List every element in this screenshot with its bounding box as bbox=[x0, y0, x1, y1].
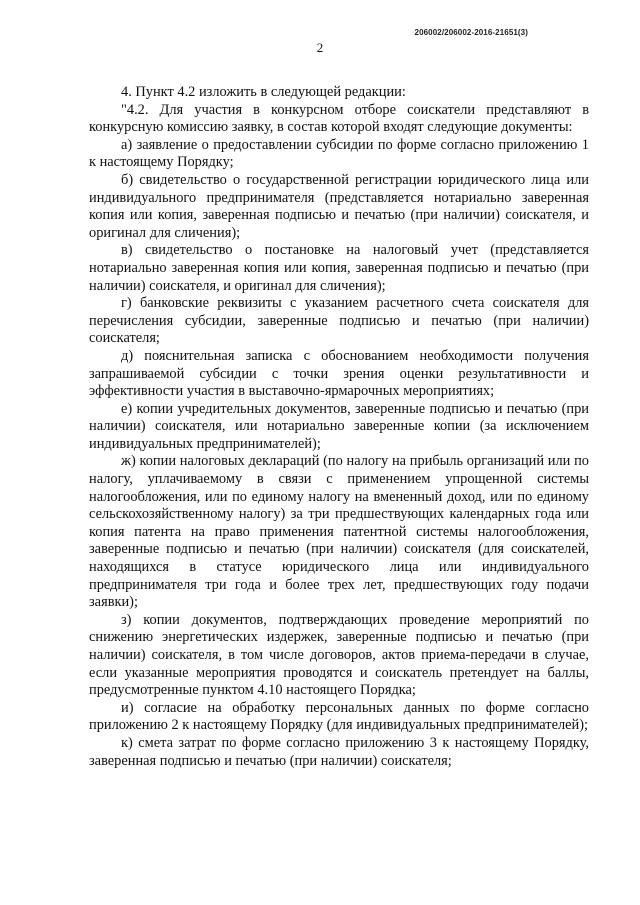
document-body bbox=[89, 84, 589, 770]
paragraph-item-e: е) копии учредительных документов, заверенные подписью и печатью (при наличии) соискателя, или нотариально заверенные копии (за исключением индивидуальных предпринимателей); bbox=[89, 400, 589, 452]
paragraph-item-k: к) смета затрат по форме согласно приложению 3 к настоящему Порядку, заверенная подписью и печатью (при наличии) соискателя; bbox=[89, 734, 589, 769]
paragraph-item-z: з) копии документов, подтверждающих проведение мероприятий по снижению энергетических издержек, заверенные подписью и печатью (при наличии) соискателя, в том числе договоров, актов приема-передачи в случае, если указанные мероприятия проводятся и соискатель претендует на баллы, предусмотренные пунктом 4.10 настоящего Порядка; bbox=[89, 611, 589, 699]
paragraph-item-d: д) пояснительная записка с обоснованием необходимости получения запрашиваемой субсидии с точки зрения оценки результативности и эффективности участия в выставочно-ярмарочных мероприятиях; bbox=[89, 347, 589, 400]
paragraph-item-zh: ж) копии налоговых деклараций (по налогу на прибыль организаций или по налогу, уплачиваемому в связи с применением упрощенной системы налогообложения, или по единому налогу на вмененный доход, или по единому сельскохозяйственному налогу) за три предшествующих календарных года или копия патента на право применения патентной системы налогообложения, заверенные подписью и печатью (при наличии) соискателя (для соискателей, находящихся в статусе юридического лица или индивидуального предпринимателя три года и более трех лет, предшествующих году подачи заявки); bbox=[89, 453, 589, 611]
document-id: 206002/206002-2016-21651(3) bbox=[414, 28, 528, 37]
paragraph-item-g: г) банковские реквизиты с указанием расчетного счета соискателя для перечисления субсидии, заверенные подписью и печатью (при наличии) соискателя; bbox=[89, 295, 589, 347]
paragraph-item-b: б) свидетельство о государственной регистрации юридического лица или индивидуального предпринимателя (представляется нотариально заверенная копия или копия, заверенная подписью и печатью (при наличии) соискателя, и оригинал для сличения); bbox=[89, 171, 589, 241]
paragraph-item-a: а) заявление о предоставлении субсидии по форме согласно приложению 1 к настоящему Порядку; bbox=[89, 136, 589, 171]
section-heading: 4. Пункт 4.2 изложить в следующей редакции: bbox=[121, 84, 406, 100]
paragraph-item-i: и) согласие на обработку персональных данных по форме согласно приложению 2 к настоящему Порядку (для индивидуальных предпринимателей); bbox=[89, 699, 589, 734]
page-number: 2 bbox=[316, 40, 324, 55]
paragraph-intro: "4.2. Для участия в конкурсном отборе соискатели представляют в конкурсную комиссию заявку, в состав которой входят следующие документы: bbox=[89, 101, 589, 136]
paragraph-item-v: в) свидетельство о постановке на налоговый учет (представляется нотариально заверенная копия или копия, заверенная подписью и печатью (при наличии) соискателя, и оригинал для сличения); bbox=[89, 242, 589, 294]
